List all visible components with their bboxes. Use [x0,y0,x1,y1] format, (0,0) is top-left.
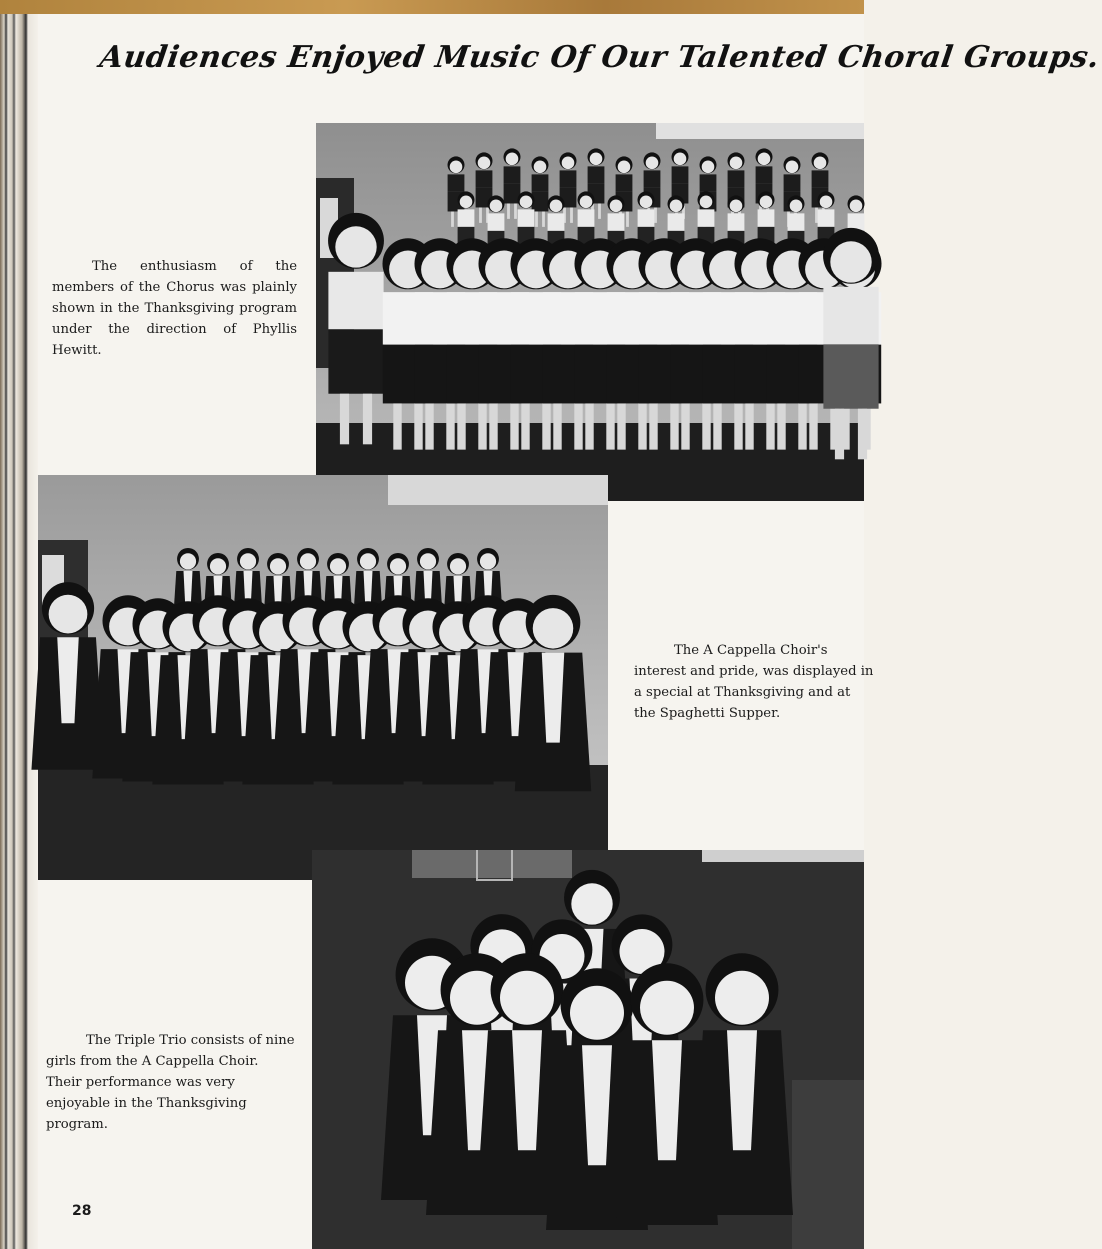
chorus-photo [316,123,864,501]
acappella-photo [38,475,608,880]
book-binding [0,14,38,1249]
acappella-caption: The A Cappella Choir's interest and pride, was displayed in a special at Thanksgiving and at the Spaghetti Supper. [634,643,874,721]
person-figure [515,595,592,791]
chorus-photo-drawing [316,123,864,501]
acappella-photo-drawing [38,475,608,880]
page-number: 28 [72,1203,92,1219]
person-figure [691,953,793,1215]
person-figure [31,582,104,770]
trio-caption: The Triple Trio consists of nine girls from the A Cappella Choir. Their performance was very enjoyable in the Thanksgiving program. [46,1033,295,1132]
top-edge [0,0,864,14]
trio-photo [312,850,864,1249]
chorus-caption: The enthusiasm of the members of the Chorus was plainly shown in the Thanksgiving program under the direction of Phyllis Hewitt. [52,259,297,358]
trio-photo-drawing [312,850,864,1249]
page-headline: Audiences Enjoyed Music Of Our Talented Choral Groups. [97,40,1102,75]
